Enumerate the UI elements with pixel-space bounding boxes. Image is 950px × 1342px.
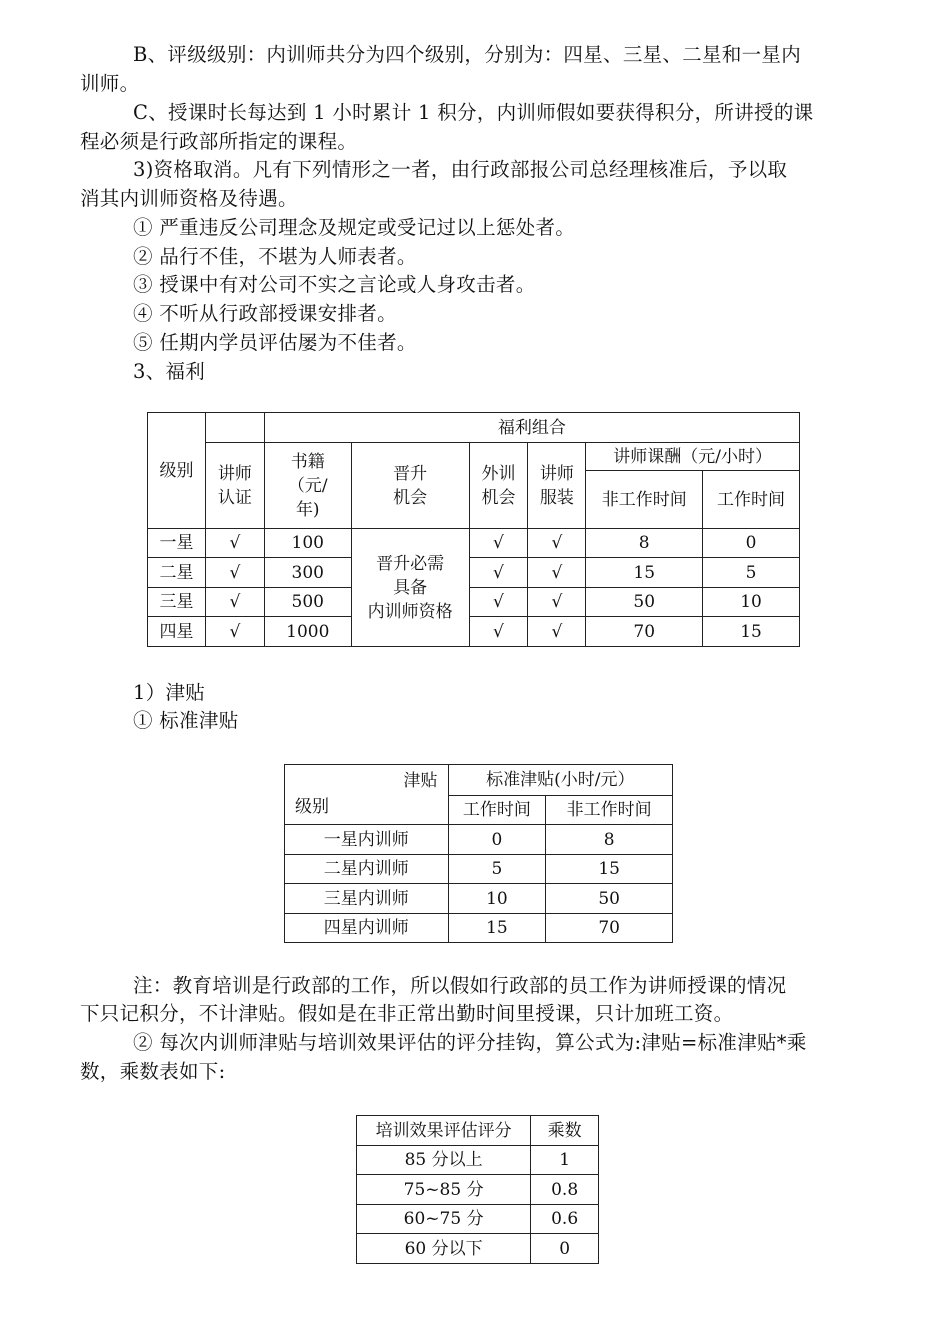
allowance-table [284, 764, 673, 943]
corner-top-label: 津贴 [403, 771, 438, 791]
fee-nonwork-cell: 50 [586, 588, 703, 617]
level-header: 级别 [148, 413, 206, 529]
score-cell: 85 分以上 [357, 1146, 531, 1175]
mult-cell: 0.8 [531, 1175, 599, 1205]
welfare-group-header: 福利组合 [264, 413, 799, 443]
books-cell: 500 [264, 588, 351, 617]
cert-header-line: 认证 [217, 487, 252, 508]
external-cell: √ [469, 558, 528, 588]
uniform-cell: √ [528, 588, 586, 617]
cert-cell: √ [205, 588, 264, 617]
external-cell: √ [469, 588, 528, 617]
welfare-table [147, 412, 800, 647]
external-cell: √ [469, 617, 528, 647]
level-cell: 三星 [148, 588, 206, 617]
nonwork-cell: 8 [546, 825, 673, 855]
score-cell: 60 分以下 [357, 1234, 531, 1264]
mult-cell: 0.6 [531, 1205, 599, 1234]
books-header-line: （元/ [287, 475, 328, 496]
cert-cell: √ [205, 617, 264, 647]
promo-note-line: 具备 [393, 577, 428, 598]
list-item: ④ 不听从行政部授课安排者。 [133, 302, 397, 325]
level-cell: 二星内训师 [285, 855, 449, 884]
promo-header [351, 443, 469, 529]
level-cell: 一星 [148, 529, 206, 558]
list-item: ③ 授课中有对公司不实之言论或人身攻击者。 [133, 273, 536, 296]
list-item: ① 严重违反公司理念及规定或受记过以上惩处者。 [133, 216, 576, 239]
cert-cell: √ [205, 558, 264, 588]
section-heading: 3、福利 [133, 360, 206, 383]
level-cell: 三星内训师 [285, 884, 449, 914]
level-cell: 四星 [148, 617, 206, 647]
paragraph-line: 训师。 [80, 72, 140, 95]
level-cell: 二星 [148, 558, 206, 588]
nonwork-cell: 50 [546, 884, 673, 914]
uniform-cell: √ [528, 529, 586, 558]
subsection-heading: 1）津贴 [133, 681, 206, 704]
external-cell: √ [469, 529, 528, 558]
nonwork-header: 非工作时间 [546, 795, 673, 825]
books-header [264, 443, 351, 529]
work-cell: 10 [448, 884, 546, 914]
note-line: 数，乘数表如下: [80, 1060, 226, 1083]
uniform-header-line: 讲师 [539, 463, 574, 484]
level-cell: 一星内训师 [285, 825, 449, 855]
fee-work-cell: 15 [703, 617, 800, 647]
fee-nonwork-cell: 15 [586, 558, 703, 588]
nonwork-cell: 70 [546, 914, 673, 943]
external-header-line: 机会 [481, 487, 516, 508]
paragraph-line: 3)资格取消。凡有下列情形之一者，由行政部报公司总经理核准后，予以取 [133, 158, 788, 181]
allowance-group-header: 标准津贴(小时/元） [448, 765, 672, 796]
level-cell: 四星内训师 [285, 914, 449, 943]
fee-nonwork-cell: 70 [586, 617, 703, 647]
corner-cell [285, 765, 449, 825]
work-cell: 5 [448, 855, 546, 884]
books-cell: 300 [264, 558, 351, 588]
blank-cell [205, 413, 264, 443]
promo-note-line: 晋升必需 [376, 553, 445, 574]
books-header-line: 书籍 [290, 451, 325, 472]
cert-header-line: 讲师 [217, 463, 252, 484]
list-item: ⑤ 任期内学员评估屡为不佳者。 [133, 331, 417, 354]
fee-work-cell: 10 [703, 588, 800, 617]
books-header-line: 年) [295, 499, 320, 520]
promo-header-line: 机会 [393, 487, 428, 508]
paragraph-line: B、评级级别：内训师共分为四个级别，分别为：四星、三星、二星和一星内 [133, 43, 802, 66]
paragraph-line: C、授课时长每达到 1 小时累计 1 积分，内训师假如要获得积分，所讲授的课 [133, 101, 814, 124]
promo-note [351, 529, 469, 647]
books-cell: 1000 [264, 617, 351, 647]
score-cell: 75~85 分 [357, 1175, 531, 1205]
multiplier-table [356, 1115, 599, 1264]
subsection-heading: ① 标准津贴 [133, 709, 239, 732]
work-cell: 15 [448, 914, 546, 943]
cert-cell: √ [205, 529, 264, 558]
books-cell: 100 [264, 529, 351, 558]
list-item: ② 品行不佳，不堪为人师表者。 [133, 245, 417, 268]
score-header: 培训效果评估评分 [357, 1116, 531, 1146]
mult-cell: 0 [531, 1234, 599, 1264]
promo-note-line: 内训师资格 [367, 601, 453, 622]
mult-cell: 1 [531, 1146, 599, 1175]
promo-header-line: 晋升 [393, 463, 428, 484]
fee-nonwork-header: 非工作时间 [586, 471, 703, 529]
paragraph-line: 消其内训师资格及待遇。 [80, 187, 298, 210]
fee-work-cell: 0 [703, 529, 800, 558]
uniform-header-line: 服装 [539, 487, 574, 508]
fee-nonwork-cell: 8 [586, 529, 703, 558]
work-cell: 0 [448, 825, 546, 855]
mult-header: 乘数 [531, 1116, 599, 1146]
note-line: 下只记积分，不计津贴。假如是在非正常出勤时间里授课，只计加班工资。 [80, 1002, 734, 1025]
paragraph-line: 程必须是行政部所指定的课程。 [80, 130, 358, 153]
external-header-line: 外训 [481, 463, 516, 484]
external-header [469, 443, 528, 529]
uniform-header [528, 443, 586, 529]
score-cell: 60~75 分 [357, 1205, 531, 1234]
corner-bottom-label: 级别 [295, 797, 329, 817]
nonwork-cell: 15 [546, 855, 673, 884]
note-line: 注：教育培训是行政部的工作，所以假如行政部的员工作为讲师授课的情况 [133, 974, 787, 997]
fee-work-header: 工作时间 [703, 471, 800, 529]
uniform-cell: √ [528, 617, 586, 647]
fee-header: 讲师课酬（元/小时） [586, 443, 800, 471]
note-line: ② 每次内训师津贴与培训效果评估的评分挂钩，算公式为:津贴=标准津贴*乘 [133, 1031, 807, 1054]
cert-header [205, 443, 264, 529]
work-header: 工作时间 [448, 795, 546, 825]
fee-work-cell: 5 [703, 558, 800, 588]
uniform-cell: √ [528, 558, 586, 588]
